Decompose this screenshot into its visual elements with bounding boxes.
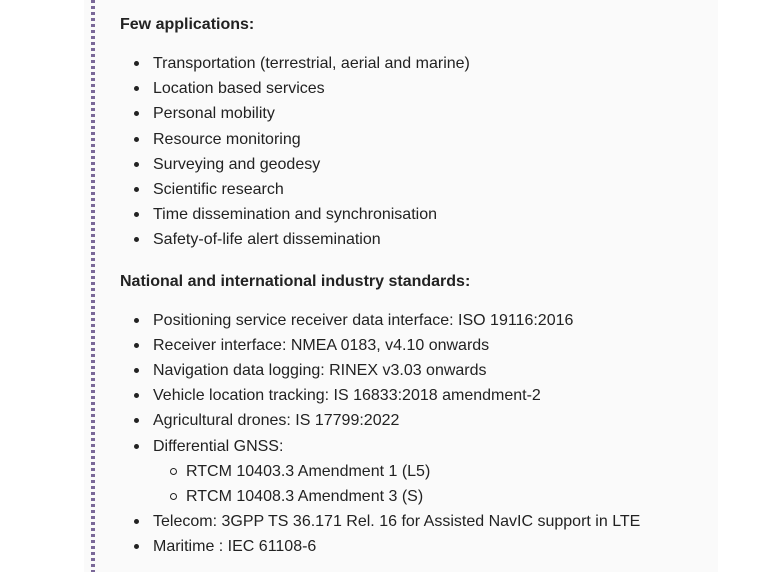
bullet-icon: [134, 212, 139, 217]
bullet-icon: [134, 86, 139, 91]
list-item: [120, 308, 710, 333]
bullet-icon: [134, 393, 139, 398]
list-item: [120, 434, 710, 510]
list-item-text: Resource monitoring: [153, 130, 301, 148]
list-item-text: Agricultural drones: IS 17799:2022: [153, 412, 400, 430]
list-item-text: Personal mobility: [153, 105, 275, 123]
standards-heading: National and international industry standards:: [120, 272, 471, 290]
list-item: [120, 333, 710, 358]
list-item: [120, 202, 710, 227]
list-item-text: Surveying and geodesy: [153, 155, 321, 173]
differential-gnss-sublist: [153, 459, 710, 509]
list-item-text: Location based services: [153, 80, 325, 98]
bullet-icon: [134, 137, 139, 142]
list-item-text: Navigation data logging: RINEX v3.03 onwards: [153, 362, 487, 380]
standards-list: [120, 308, 710, 560]
list-item-text: Positioning service receiver data interface: ISO 19116:2016: [153, 311, 574, 329]
list-item-text: Receiver interface: NMEA 0183, v4.10 onwards: [153, 336, 490, 354]
list-item: [120, 383, 710, 408]
bullet-icon: [134, 519, 139, 524]
sublist-item: [153, 459, 710, 484]
list-item-text: Scientific research: [153, 181, 284, 199]
sublist-item-text: RTCM 10403.3 Amendment 1 (L5): [186, 462, 431, 480]
bullet-icon: [134, 111, 139, 116]
list-item: [120, 101, 710, 126]
bullet-icon: [134, 237, 139, 242]
circle-bullet-icon: [170, 468, 177, 475]
list-item: [120, 76, 710, 101]
list-item: [120, 227, 710, 252]
list-item: [120, 127, 710, 152]
bullet-icon: [134, 61, 139, 66]
bullet-icon: [134, 418, 139, 423]
circle-bullet-icon: [170, 493, 177, 500]
bullet-icon: [134, 187, 139, 192]
list-item: [120, 408, 710, 433]
list-item-text: Maritime : IEC 61108-6: [153, 538, 317, 556]
bullet-icon: [134, 544, 139, 549]
bullet-icon: [134, 368, 139, 373]
list-item-text: Time dissemination and synchronisation: [153, 206, 437, 224]
list-item: [120, 358, 710, 383]
list-item: [120, 51, 710, 76]
list-item: [120, 152, 710, 177]
list-item-text: Telecom: 3GPP TS 36.171 Rel. 16 for Assisted NavIC support in LTE: [153, 513, 641, 531]
list-item-text: Vehicle location tracking: IS 16833:2018 amendment-2: [153, 387, 541, 405]
bullet-icon: [134, 444, 139, 449]
sublist-item: [153, 484, 710, 509]
list-item-text: Safety-of-life alert dissemination: [153, 231, 381, 249]
list-item: [120, 509, 710, 534]
dotted-left-border: [91, 0, 95, 572]
list-item-text: Transportation (terrestrial, aerial and marine): [153, 55, 470, 72]
bullet-icon: [134, 162, 139, 167]
bullet-icon: [134, 343, 139, 348]
list-item: [120, 534, 710, 559]
sublist-item-text: RTCM 10408.3 Amendment 3 (S): [186, 488, 424, 506]
list-item: [120, 177, 710, 202]
content: [120, 12, 710, 560]
applications-list: [120, 51, 710, 253]
bullet-icon: [134, 318, 139, 323]
list-item-text: Differential GNSS:: [153, 437, 284, 455]
applications-heading: Few applications:: [120, 16, 255, 33]
